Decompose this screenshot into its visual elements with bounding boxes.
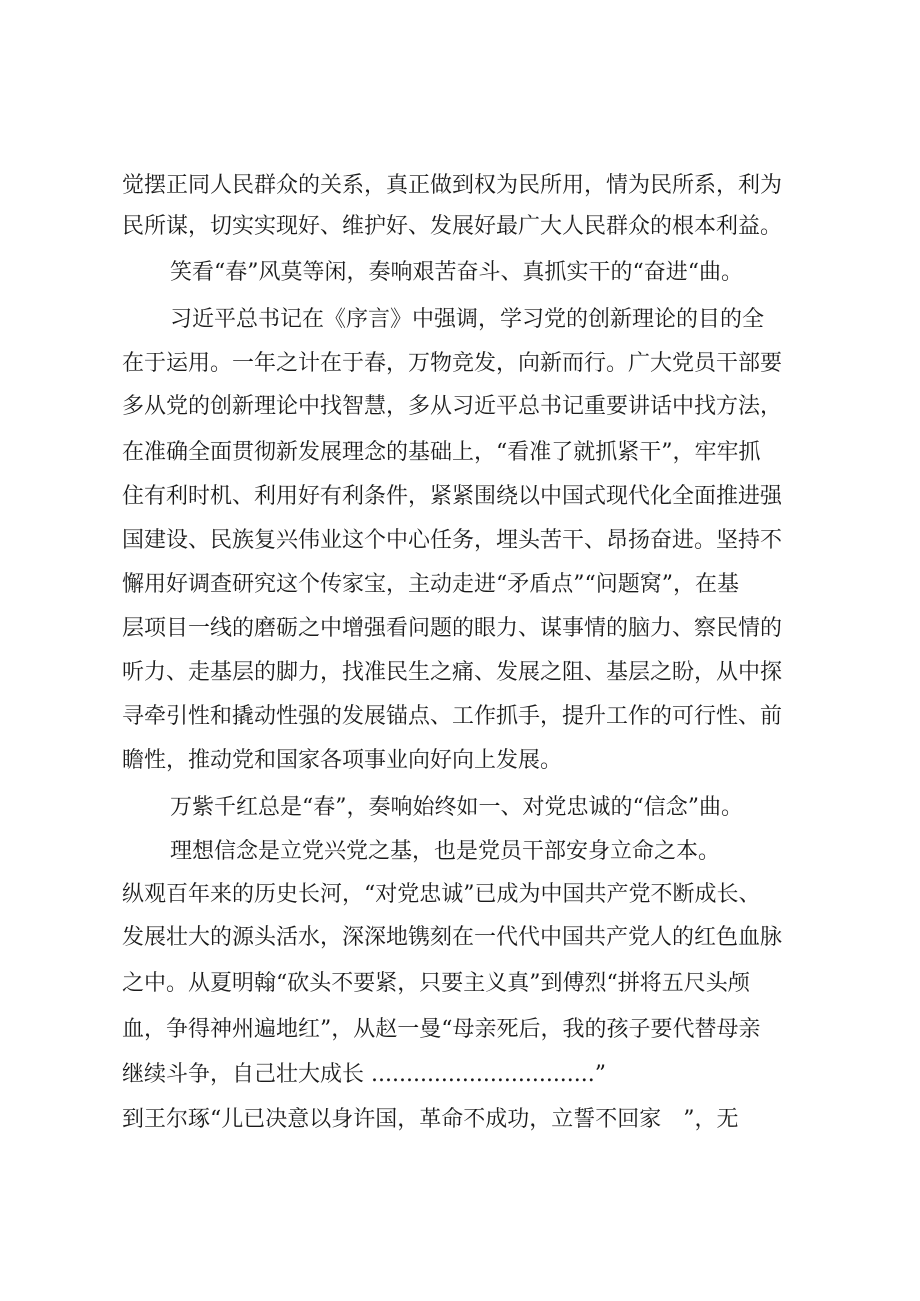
- body-text-line: 民所谋，切实实现好、维护好、发展好最广大人民群众的根本利益。: [122, 214, 783, 239]
- body-text-line: 到王尔琢“儿已决意以身许国，革命不成功，立誓不回家 ”，无: [122, 1107, 739, 1132]
- body-text-line: 听力、走基层的脚力，找准民生之痛、发展之阻、基层之盼，从中探: [122, 660, 783, 685]
- body-text-line: 觉摆正同人民群众的关系，真正做到权为民所用，情为民所系，利为: [122, 173, 783, 198]
- body-text-line: 继续斗争，自己壮大成长 ................................”: [122, 1062, 607, 1087]
- body-text-line: 理想信念是立党兴党之基，也是党员干部安身立命之本。: [170, 839, 721, 864]
- body-text-line: 血，争得神州遍地红”，从赵一曼“母亲死后，我的孩子要代替母亲: [122, 1017, 761, 1042]
- body-text-line: 习近平总书记在《序言》中强调，学习党的创新理论的目的全: [170, 307, 765, 332]
- section-heading: 万紫千红总是“春”，奏响始终如一、对党忠诚的“信念”曲。: [170, 795, 743, 820]
- body-text-line: 国建设、民族复兴伟业这个中心任务，埋头苦干、昂扬奋进。坚持不: [122, 528, 783, 553]
- body-text-line: 懈用好调查研究这个传家宝，主动走进“矛盾点”“问题窝”，在基: [122, 572, 739, 597]
- body-text-line: 层项目一线的磨砺之中增强看问题的眼力、谋事情的脑力、察民情的: [122, 616, 783, 641]
- body-text-line: 寻牵引性和撬动性强的发展锚点、工作抓手，提升工作的可行性、前: [122, 704, 783, 729]
- body-text-line: 发展壮大的源头活水，深深地镌刻在一代代中国共产党人的红色血脉: [122, 925, 783, 950]
- body-text-line: 多从党的创新理论中找智慧，多从习近平总书记重要讲话中找方法，: [122, 394, 783, 419]
- body-text-line: 住有利时机、利用好有利条件，紧紧围绕以中国式现代化全面推进强: [122, 484, 783, 509]
- body-text-line: 在准确全面贯彻新发展理念的基础上，“看准了就抓紧干”，牢牢抓: [122, 440, 761, 465]
- body-text-line: 在于运用。一年之计在于春，万物竞发，向新而行。广大党员干部要: [122, 351, 783, 376]
- body-text-line: 瞻性，推动党和国家各项事业向好向上发展。: [122, 748, 563, 773]
- section-heading: 笑看“春”风莫等闲，奏响艰苦奋斗、真抓实干的“奋进“曲。: [170, 260, 743, 285]
- body-text-line: 纵观百年来的历史长河，“对党忠诚”已成为中国共产党不断成长、: [122, 882, 761, 907]
- body-text-line: 之中。从夏明翰“砍头不要紧，只要主义真”到傅烈“拼将五尺头颅: [122, 971, 750, 996]
